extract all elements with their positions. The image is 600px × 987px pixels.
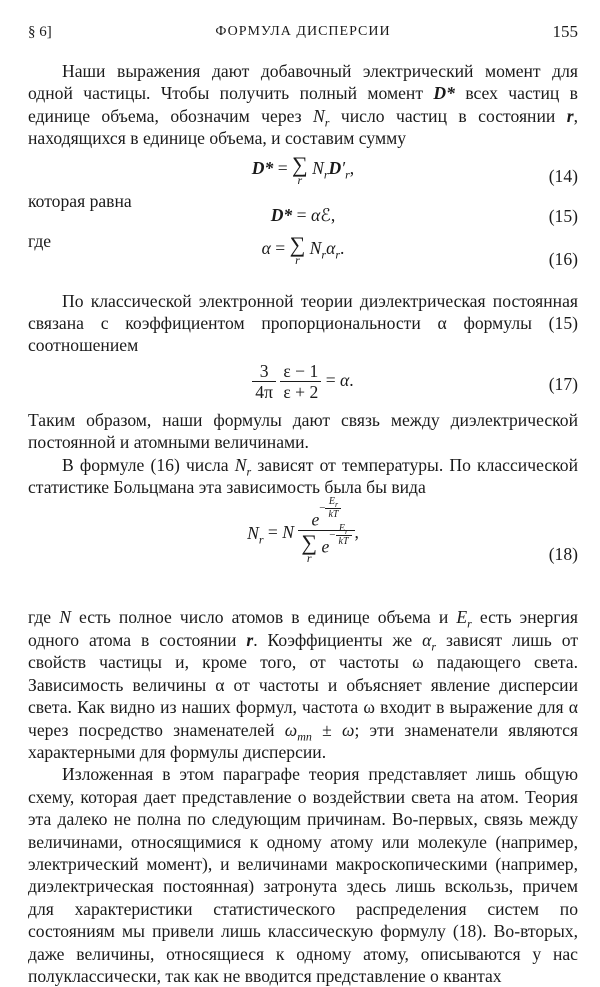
paragraph-6: Изложенная в этом параграфе теория представляет лишь общую схему, которая дает представление о воздействии света на атом. Теория эта далеко не полна по следующим причинам. Во-первых, связь между величинами, относящимися к одному атому или молекуле (например, электрический момент), и величинами макроскопическими (например, диэлектрическая постоянная) затронута здесь лишь вскользь, причем для характеристики статистического распределения систем по состояниям мы привели лишь классическую формулу (18). Во-вторых, даже величины, относящиеся к одному атому, описываются у нас полуклассически, так как не вводится представление о квантах [28, 764, 578, 986]
page-number: 155 [552, 22, 578, 41]
equation-number: (15) [548, 206, 578, 227]
equation-number: (14) [548, 165, 578, 186]
section-number: § 6] [28, 24, 52, 40]
which-equals-label: которая равна [28, 190, 132, 211]
page-body [28, 60, 578, 987]
paragraph-4: В формуле (16) числа $N_r$ зависят от температуры. По классической статистике Больцмана эта зависимость была бы вида [28, 454, 578, 498]
paragraph-5: где N есть полное число атомов в единице объема и $E_r$ есть энергия одного атома в состоянии r. Коэффициенты же $\alpha_r$ зависят лишь от свойств частицы и, кроме того, от частоты ω падающего света. Зависимость величины α от частоты и объясняет явление дисперсии света. Как видно из наших формул, частота ω входит в выражение для α через посредство знаменателей $\omega_{mn} \pm \omega$; эти знаменатели являются характерными для формулы дисперсии. [28, 607, 579, 762]
equation-18: $N_r = N$ $e^{- \frac{E_r}{kT}}$ ∑ r $e^{- \frac{E_r}{kT}}$ , (18) [247, 496, 578, 566]
where-label: где [28, 230, 52, 251]
equation-number: (17) [548, 373, 578, 394]
equation-17: $\frac{3}{4\pi}$ $\frac{\varepsilon - 1}{\varepsilon + 2}$ = α. (17) [28, 361, 578, 407]
equation-number: (16) [548, 248, 578, 269]
page-header [28, 20, 578, 46]
paragraph-3: Таким образом, наши формулы дают связь между диэлектрической постоянной и атомными величинами. [28, 409, 578, 453]
equation-number: (18) [548, 544, 578, 565]
paragraph-2: По классической электронной теории диэлектрическая постоянная связана с коэффициентом пропорциональности α формулы (15) соотношением [28, 290, 578, 356]
paragraph-1: Наши выражения дают добавочный электрический момент для одной частицы. Чтобы получить полный момент D* всех частиц в единице объема, обозначим через $N_r$ число частиц в состоянии r, находящихся в единице объема, и составим сумму [28, 61, 579, 149]
equation-16: где α = ∑ r $N_r\alpha_r$. (16) [28, 230, 578, 269]
equation-14: D* = ∑ r $N_rD'_r$, (14) [251, 151, 578, 187]
running-title: ФОРМУЛА ДИСПЕРСИИ [215, 24, 391, 39]
equation-15: которая равна D* = αℰ, (15) [28, 190, 578, 227]
